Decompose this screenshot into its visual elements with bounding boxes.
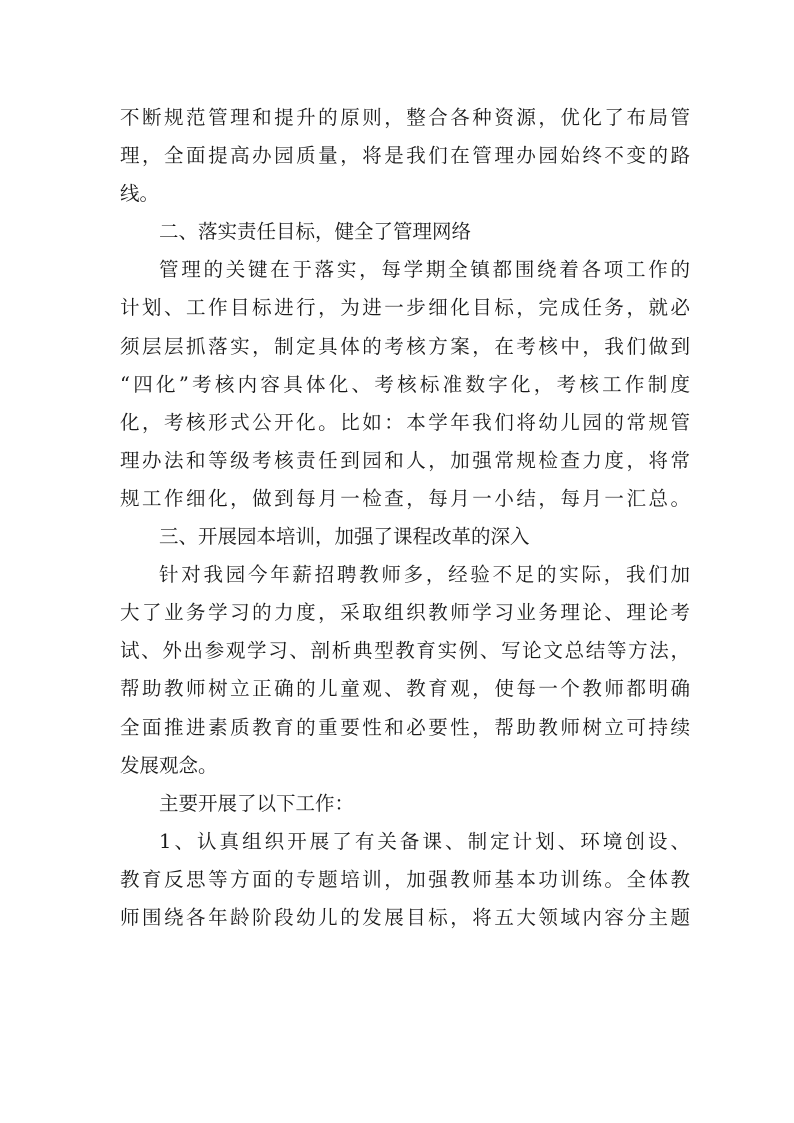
text-line: 不断规范管理和提升的原则，整合各种资源，优化了布局管	[120, 106, 690, 129]
text-line: 针对我园今年薪招聘教师多，经验不足的实际，我们加	[159, 563, 690, 587]
text-line: 理办法和等级考核责任到园和人，加强常规检查力度，将常	[120, 448, 690, 472]
text-line: 教育反思等方面的专题培训，加强教师基本功训练。全体教	[120, 867, 690, 891]
text-line: “四化”考核内容具体化、考核标准数字化，考核工作制度	[120, 372, 690, 396]
text-line: 主要开展了以下工作：	[159, 791, 355, 815]
text-line: 线。	[120, 182, 160, 206]
text-line: 管理的关键在于落实，每学期全镇都围绕着各项工作的	[159, 258, 690, 282]
text-line: 师围绕各年龄阶段幼儿的发展目标，将五大领域内容分主题	[120, 905, 690, 929]
text-line: 须层层抓落实，制定具体的考核方案，在考核中，我们做到	[120, 334, 690, 358]
text-line: 大了业务学习的力度，采取组织教师学习业务理论、理论考	[120, 601, 690, 625]
text-line: 帮助教师树立正确的儿童观、教育观，使每一个教师都明确	[120, 677, 690, 701]
section-heading: 三、开展园本培训，加强了课程改革的深入	[159, 525, 530, 549]
body-text	[120, 99, 690, 937]
section-heading: 二、落实责任目标，健全了管理网络	[159, 220, 472, 244]
text-line: 全面推进素质教育的重要性和必要性，帮助教师树立可持续	[120, 715, 690, 739]
text-line: 试、外出参观学习、剖析典型教育实例、写论文总结等方法，	[120, 639, 690, 663]
text-line: 理，全面提高办园质量，将是我们在管理办园始终不变的路	[120, 144, 690, 168]
text-line: 计划、工作目标进行，为进一步细化目标，完成任务，就必	[120, 296, 690, 320]
list-item: 1、认真组织开展了有关备课、制定计划、环境创设、	[159, 829, 690, 853]
text-line: 发展观念。	[120, 753, 218, 777]
text-line: 化，考核形式公开化。比如：本学年我们将幼儿园的常规管	[120, 410, 690, 434]
text-line: 规工作细化，做到每月一检查，每月一小结，每月一汇总。	[120, 486, 690, 510]
